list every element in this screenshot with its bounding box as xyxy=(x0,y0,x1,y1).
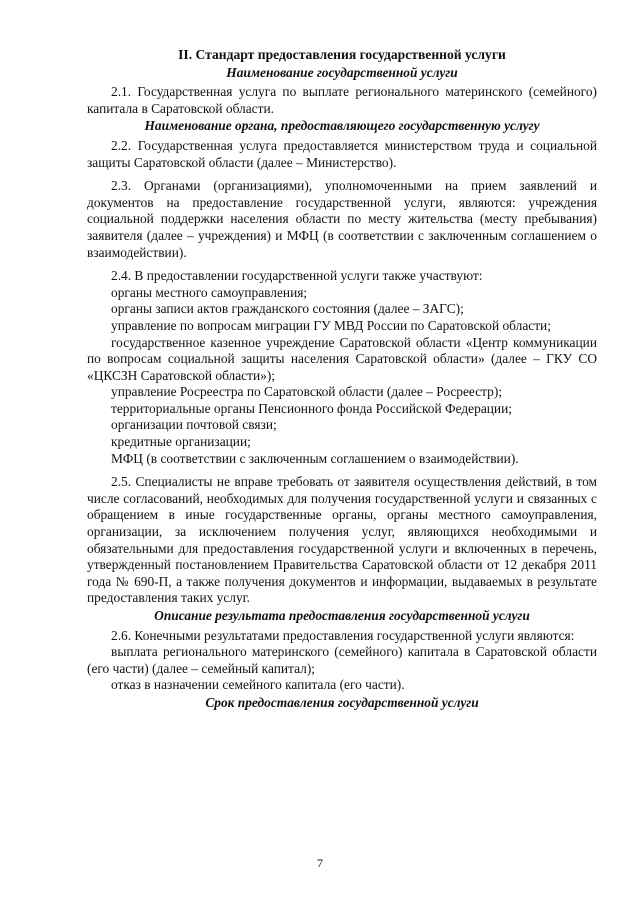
list-item: отказ в назначении семейного капитала (его части). xyxy=(111,677,405,693)
subtitle-result: Описание результата предоставления государственной услуги xyxy=(154,608,530,623)
list-item: органы записи актов гражданского состояния (далее – ЗАГС); xyxy=(111,301,464,317)
list-item: органы местного самоуправления; xyxy=(111,284,308,300)
list-item: организации почтовой связи; xyxy=(111,417,277,433)
list-item: управление по вопросам миграции ГУ МВД России по Саратовской области; xyxy=(111,317,551,333)
section-title: II. Стандарт предоставления государственной услуги xyxy=(178,47,506,62)
list-item: государственное казенное учреждение Саратовской области «Центр коммуникации по вопросам социальной защиты населения Саратовской области» (далее – ГКУ СО «ЦКСЗН Саратовской области»); xyxy=(87,334,597,383)
paragraph-2-6: 2.6. Конечными результатами предоставления государственной услуги являются: xyxy=(111,627,575,643)
paragraph-2-1: 2.1. Государственная услуга по выплате регионального материнского (семейного) капитала в Саратовской области. xyxy=(87,84,597,116)
list-item: выплата регионального материнского (семейного) капитала в Саратовской области (его части) (далее – семейный капитал); xyxy=(87,644,597,676)
paragraph-2-3: 2.3. Органами (организациями), уполномоченными на прием заявлений и документов на предоставление государственной услуги, являются: учреждения социальной поддержки населения области по месту жительства (месту пребывания) заявителя (далее – учреждения) и МФЦ (в соответствии с заключенным соглашением о взаимодействии). xyxy=(87,178,597,260)
subtitle-service-name: Наименование государственной услуги xyxy=(226,64,458,80)
paragraph-2-2: 2.2. Государственная услуга предоставляется министерством труда и социальной защиты Саратовской области (далее – Министерство). xyxy=(87,137,597,170)
list-item: управление Росреестра по Саратовской области (далее – Росреестр); xyxy=(111,384,503,400)
list-item: кредитные организации; xyxy=(111,434,251,450)
subtitle-term: Срок предоставления государственной услуги xyxy=(205,694,479,710)
subtitle-authority: Наименование органа, предоставляющего государственную услугу xyxy=(144,118,540,134)
list-item: территориальные органы Пенсионного фонда Российской Федерации; xyxy=(111,400,512,416)
list-item: МФЦ (в соответствии с заключенным соглашением о взаимодействии). xyxy=(111,450,519,466)
page-number: 7 xyxy=(317,856,323,870)
paragraph-2-5: 2.5. Специалисты не вправе требовать от заявителя осуществления действий, в том числе согласований, необходимых для получения государственной услуги и связанных с обращением в иные государственные органы, органы местного самоуправления, организации, за исключением получения услуг, являющихся необходимыми и обязательными для предоставления государственной услуги и включенных в перечень, утвержденный постановлением Правительства Саратовской области от 12 декабря 2011 года № 690-П, а также получения документов и информации, выдаваемых в результате предоставления таких услуг. xyxy=(87,474,597,606)
paragraph-2-4: 2.4. В предоставлении государственной услуги также участвуют: xyxy=(111,268,483,284)
